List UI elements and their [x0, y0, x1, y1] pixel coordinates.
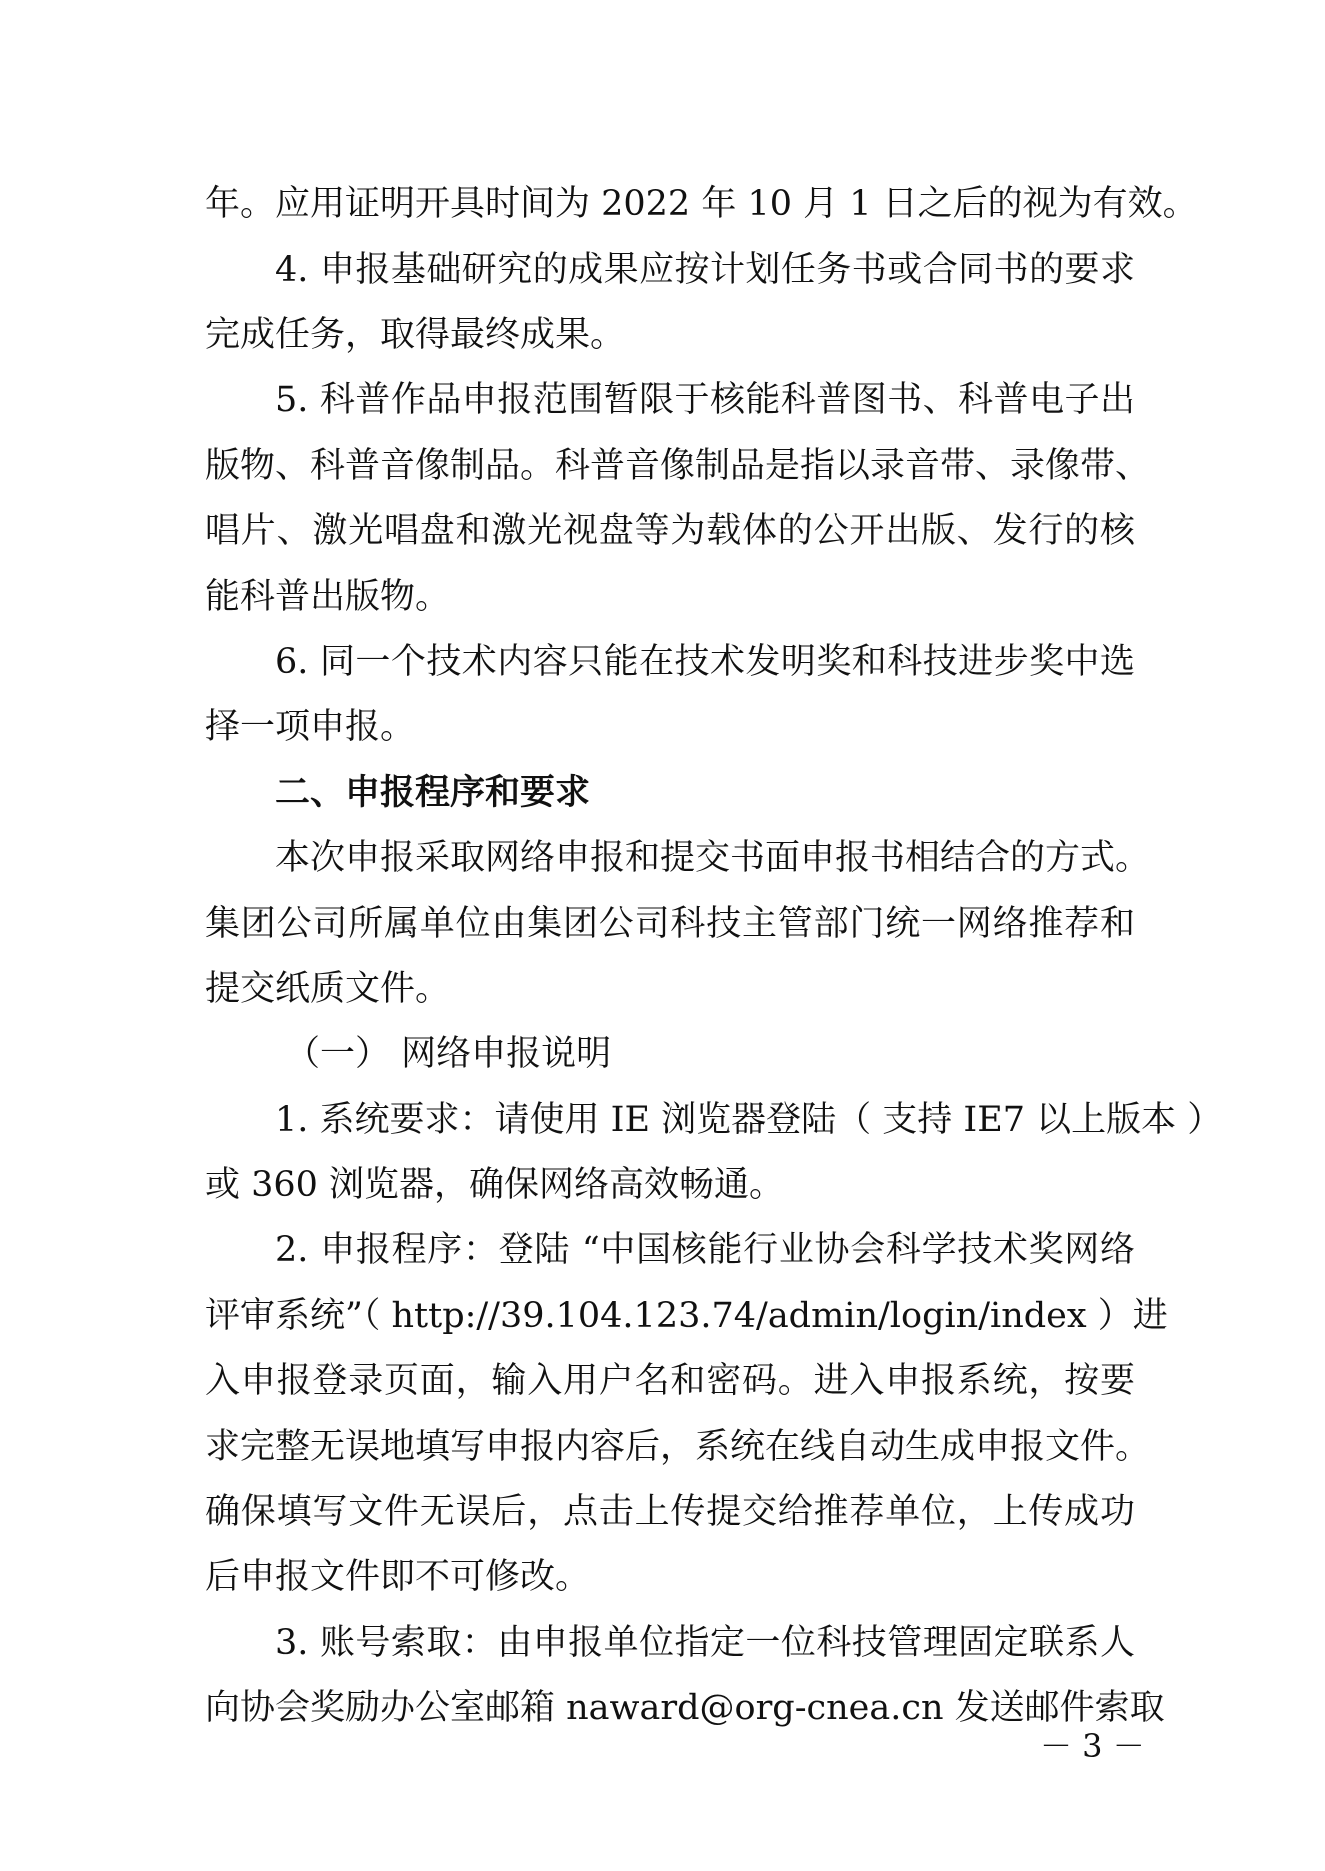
body-text-line: 1. 系统要求：请使用 IE 浏览器登陆（ 支持 IE7 以上版本 ） [275, 1100, 1223, 1140]
body-text-line: 4. 申报基础研究的成果应按计划任务书或合同书的要求 [275, 250, 1135, 290]
body-text-line: 提交纸质文件。 [205, 969, 451, 1009]
body-text-line: 后申报文件即不可修改。 [205, 1557, 591, 1597]
body-text-line: 能科普出版物。 [205, 577, 451, 617]
body-text-line: 年。应用证明开具时间为 2022 年 10 月 1 日之后的视为有效。 [205, 184, 1198, 224]
body-text-line: 评审系统”（ http://39.104.123.74/admin/login/index ）进 [205, 1296, 1168, 1336]
body-text-line: 择一项申报。 [205, 707, 416, 747]
body-text-line: 唱片、激光唱盘和激光视盘等为载体的公开出版、发行的核 [205, 511, 1135, 551]
body-text-line: 本次申报采取网络申报和提交书面申报书相结合的方式。 [275, 838, 1151, 878]
subsection-heading: （一） 网络申报说明 [285, 1034, 612, 1074]
body-text-line: 2. 申报程序：登陆 “中国核能行业协会科学技术奖网络 [275, 1230, 1135, 1270]
body-text-line: 完成任务，取得最终成果。 [205, 315, 626, 355]
page-number: － 3 － [1040, 1727, 1145, 1765]
body-text-line: 集团公司所属单位由集团公司科技主管部门统一网络推荐和 [205, 904, 1135, 944]
body-text-line: 6. 同一个技术内容只能在技术发明奖和科技进步奖中选 [275, 642, 1135, 682]
body-text-line: 或 360 浏览器，确保网络高效畅通。 [205, 1165, 785, 1205]
body-text-line: 入申报登录页面，输入用户名和密码。进入申报系统，按要 [205, 1361, 1135, 1401]
body-text-line: 版物、科普音像制品。科普音像制品是指以录音带、录像带、 [205, 446, 1151, 486]
body-text-line: 向协会奖励办公室邮箱 naward@org-cnea.cn 发送邮件索取 [205, 1688, 1165, 1728]
body-text-line: 3. 账号索取：由申报单位指定一位科技管理固定联系人 [275, 1623, 1135, 1663]
body-text-line: 5. 科普作品申报范围暂限于核能科普图书、科普电子出 [275, 380, 1135, 420]
section-heading: 二、申报程序和要求 [275, 773, 591, 813]
body-text-line: 求完整无误地填写申报内容后，系统在线自动生成申报文件。 [205, 1427, 1151, 1467]
body-text-line: 确保填写文件无误后，点击上传提交给推荐单位，上传成功 [205, 1492, 1135, 1532]
